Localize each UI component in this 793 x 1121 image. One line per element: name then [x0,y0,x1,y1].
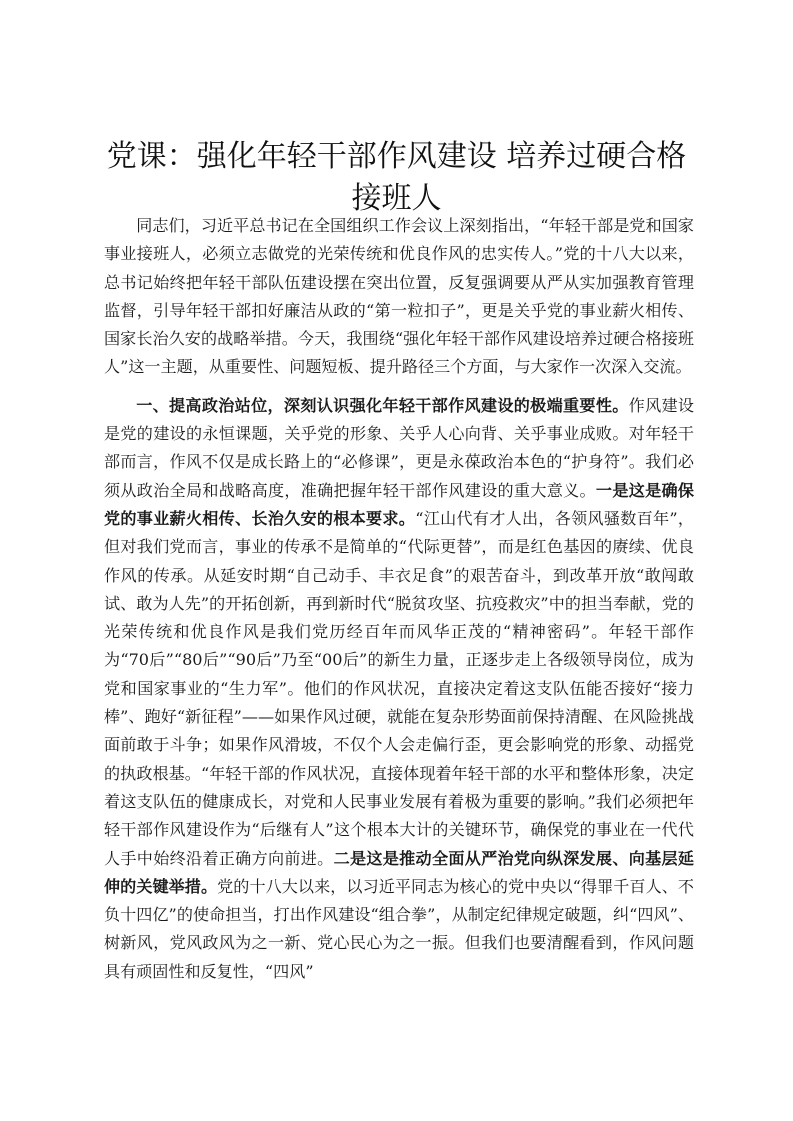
point-one-heading: 一是这是确保党的事业薪火相传、长治久安的根本要求。 [104,480,695,528]
section-one-heading: 一、提高政治站位，深刻认识强化年轻干部作风建设的极端重要性。 [136,395,629,415]
document-title: 党课：强化年轻干部作风建设 培养过硬合格接班人 [106,139,687,216]
section-one-text-1: 作风建设是党的建设的永恒课题，关乎党的形象、关乎人心向背、关乎事业成败。对年轻干部而言，作风不仅是成长路上的“必修课”，更是永葆政治本色的“护身符”。我们必须从政治全局和战略高度，准确把握年轻干部作风建设的重大意义。 [104,395,695,500]
document-body [104,212,694,986]
section-one-text-2: “江山代有才人出，各领风骚数百年”，但对我们党而言，事业的传承不是简单的“代际更替”，而是红色基因的赓续、优良作风的传承。从延安时期“自己动手、丰衣足食”的艰苦奋斗，到改革开放“敢闯敢试、敢为人先”的开拓创新，再到新时代“脱贫攻坚、抗疫救灾”中的担当奉献，党的光荣传统和优良作风是我们党历经百年而风华正茂的“精神密码”。年轻干部作为“70后”“80后”“90后”乃至“00后”的新生力量，正逐步走上各级领导岗位，成为党和国家事业的“生力军”。他们的作风状况，直接决定着这支队伍能否接好“接力棒”、跑好“新征程”——如果作风过硬，就能在复杂形势面前保持清醒、在风险挑战面前敢于斗争；如果作风滑坡，不仅个人会走偏行歪，更会影响党的形象、动摇党的执政根基。“年轻干部的作风状况，直接体现着年轻干部的水平和整体形象，决定着这支队伍的健康成长，对党和人民事业发展有着极为重要的影响。”我们必须把年轻干部作风建设作为“后继有人”这个根本大计的关键环节，确保党的事业在一代代人手中始终沿着正确方向前进。 [104,508,694,868]
intro-text: 同志们，习近平总书记在全国组织工作会议上深刻指出，“年轻干部是党和国家事业接班人，必须立志做党的光荣传统和优良作风的忠实传人。”党的十八大以来，总书记始终把年轻干部队伍建设摆在突出位置，反复强调要从严从实加强教育管理监督，引导年轻干部扣好廉洁从政的“第一粒扣子”，更是关乎党的事业薪火相传、国家长治久安的战略举措。今天，我围绕“强化年轻干部作风建设培养过硬合格接班人”这一主题，从重要性、问题短板、提升路径三个方面，与大家作一次深入交流。 [104,216,694,377]
section-one-paragraph [104,392,694,986]
point-two-heading: 二是这是推动全面从严治党向纵深发展、向基层延伸的关键举措。 [104,848,694,896]
section-one-text-3: 党的十八大以来，以习近平同志为核心的党中央以“得罪千百人、不负十四亿”的使命担当，打出作风建设“组合拳”，从制定纪律规定破题，纠“四风”、树新风，党风政风为之一新、党心民心为之一振。但我们也要清醒看到，作风问题具有顽固性和反复性，“四风” [104,876,694,981]
intro-paragraph [104,212,694,382]
